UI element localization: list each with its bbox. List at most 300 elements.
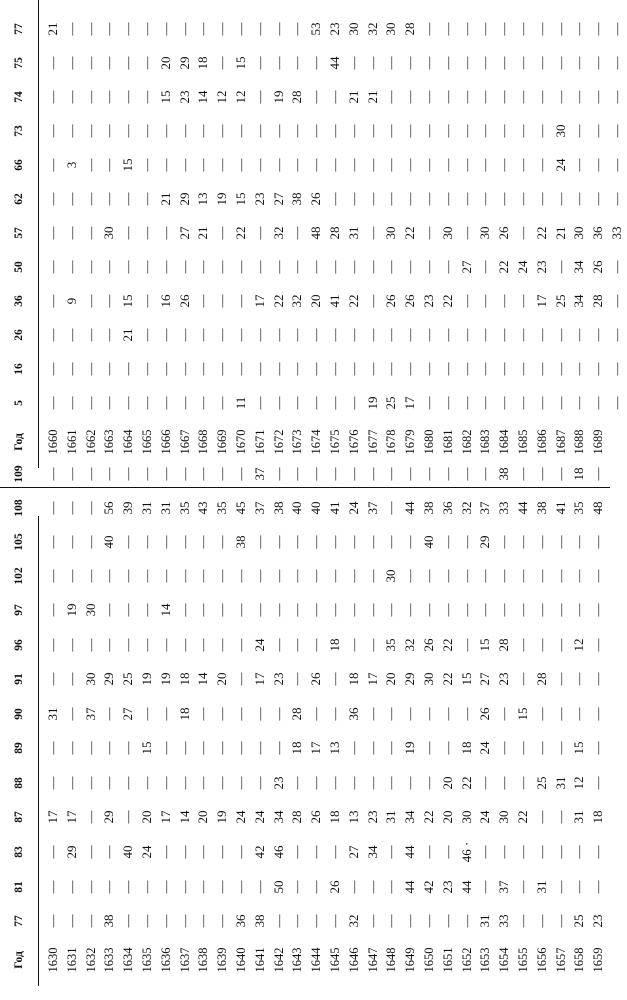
value-cell: 28: [496, 638, 512, 652]
value-cell: —: [515, 467, 530, 481]
value-cell: —: [609, 362, 624, 376]
value-cell: —: [552, 672, 568, 686]
value-cell: 48: [308, 226, 324, 240]
value-cell: —: [327, 776, 342, 790]
value-cell: —: [590, 535, 606, 549]
value-cell: —: [364, 707, 380, 721]
value-cell: —: [439, 914, 455, 928]
value-cell: 14: [176, 810, 192, 824]
value-cell: —: [552, 707, 568, 721]
value-cell: —: [571, 22, 587, 36]
value-cell: —: [63, 56, 79, 70]
value-cell: —: [515, 124, 530, 138]
value-cell: —: [327, 914, 342, 928]
value-cell: 23: [176, 90, 192, 104]
value-cell: —: [515, 603, 530, 617]
value-cell: 9: [63, 297, 79, 305]
value-cell: 15: [571, 741, 587, 755]
value-cell: 27: [176, 226, 192, 240]
value-cell: 39: [120, 501, 136, 515]
value-cell: —: [195, 22, 211, 36]
value-cell: —: [552, 192, 568, 206]
table-row: [364, 467, 383, 986]
value-cell: —: [308, 467, 324, 481]
value-cell: 22: [458, 776, 474, 790]
value-cell: —: [515, 226, 530, 240]
value-cell: —: [327, 569, 342, 583]
value-cell: —: [402, 158, 418, 172]
value-cell: —: [195, 776, 211, 790]
value-cell: —: [101, 638, 117, 652]
value-cell: —: [270, 158, 286, 172]
value-cell: —: [383, 90, 399, 104]
value-cell: —: [421, 90, 436, 104]
value-cell: 17: [157, 810, 173, 824]
value-cell: —: [533, 22, 549, 36]
value-cell: —: [214, 776, 230, 790]
value-cell: —: [120, 638, 136, 652]
value-cell: —: [176, 845, 192, 859]
value-cell: —: [402, 603, 418, 617]
value-cell: —: [45, 569, 60, 583]
value-cell: —: [590, 22, 606, 36]
value-cell: —: [120, 603, 136, 617]
value-cell: —: [214, 535, 230, 549]
value-cell: —: [515, 22, 530, 36]
value-cell: —: [289, 569, 305, 583]
value-cell: —: [82, 260, 98, 274]
value-cell: —: [195, 260, 211, 274]
value-cell: —: [533, 741, 549, 755]
value-cell: —: [477, 328, 493, 342]
value-cell: —: [496, 396, 512, 410]
value-cell: —: [477, 362, 493, 376]
value-cell: —: [270, 741, 286, 755]
value-cell: —: [364, 294, 380, 308]
value-cell: —: [251, 22, 267, 36]
value-cell: —: [139, 362, 154, 376]
value-cell: 18: [195, 56, 211, 70]
value-cell: 27: [477, 672, 493, 686]
value-cell: —: [195, 294, 211, 308]
table-header: [0, 0, 38, 468]
value-cell: —: [533, 467, 549, 481]
value-cell: 18: [289, 741, 305, 755]
value-cell: —: [552, 328, 568, 342]
value-cell: 26: [402, 294, 418, 308]
table-row: [420, 467, 439, 986]
value-cell: —: [176, 396, 192, 410]
value-cell: —: [552, 467, 568, 481]
value-cell: 29: [101, 672, 117, 686]
table-row: [288, 467, 307, 986]
value-cell: 13: [345, 810, 361, 824]
value-cell: —: [120, 124, 136, 138]
value-cell: 19: [214, 810, 230, 824]
value-cell: —: [63, 22, 79, 36]
value-cell: —: [439, 707, 455, 721]
value-cell: —: [515, 776, 530, 790]
value-cell: 31: [45, 707, 60, 721]
value-cell: —: [421, 707, 436, 721]
value-cell: —: [233, 158, 248, 172]
value-cell: —: [421, 226, 436, 240]
value-cell: —: [345, 362, 361, 376]
value-cell: —: [214, 707, 230, 721]
value-cell: —: [421, 741, 436, 755]
value-cell: —: [214, 328, 230, 342]
value-cell: —: [45, 226, 60, 240]
value-cell: 35: [383, 638, 399, 652]
column-header: 57: [13, 227, 25, 239]
year-cell: 1648: [384, 947, 399, 973]
value-cell: 23: [270, 672, 286, 686]
value-cell: —: [609, 56, 624, 70]
value-cell: —: [157, 260, 173, 274]
value-cell: —: [176, 22, 192, 36]
value-cell: —: [552, 22, 568, 36]
value-cell: —: [439, 467, 455, 481]
value-cell: 12: [214, 90, 230, 104]
value-cell: —: [120, 260, 136, 274]
value-cell: —: [120, 90, 136, 104]
value-cell: —: [609, 396, 624, 410]
value-cell: —: [496, 328, 512, 342]
value-cell: —: [214, 260, 230, 274]
value-cell: —: [195, 158, 211, 172]
value-cell: —: [402, 90, 418, 104]
value-cell: —: [590, 396, 606, 410]
value-cell: —: [552, 603, 568, 617]
value-cell: 37: [477, 501, 493, 515]
value-cell: —: [214, 603, 230, 617]
value-cell: —: [458, 90, 474, 104]
value-cell: —: [533, 914, 549, 928]
year-cell: 1633: [102, 947, 117, 973]
table-row: [476, 0, 495, 468]
value-cell: —: [364, 569, 380, 583]
year-cell: 1679: [403, 429, 418, 455]
year-column-header: Год: [13, 951, 25, 969]
value-cell: —: [308, 638, 324, 652]
column-header: 77: [13, 915, 25, 927]
year-cell: 1674: [309, 429, 324, 455]
value-cell: —: [571, 672, 587, 686]
value-cell: 22: [533, 226, 549, 240]
value-cell: —: [120, 362, 136, 376]
value-cell: —: [270, 124, 286, 138]
value-cell: —: [45, 638, 60, 652]
value-cell: —: [515, 638, 530, 652]
value-cell: 35: [571, 501, 587, 515]
column-header: 77: [13, 23, 25, 35]
value-cell: 30: [458, 810, 474, 824]
value-cell: —: [364, 226, 380, 240]
value-cell: —: [289, 56, 305, 70]
value-cell: 31: [157, 501, 173, 515]
value-cell: —: [289, 124, 305, 138]
value-cell: 24: [251, 810, 267, 824]
value-cell: —: [251, 396, 267, 410]
value-cell: —: [364, 260, 380, 274]
value-cell: 33: [496, 501, 512, 515]
value-cell: —: [101, 192, 117, 206]
year-cell: 1661: [64, 429, 79, 455]
value-cell: —: [439, 158, 455, 172]
value-cell: —: [63, 467, 79, 481]
value-cell: —: [101, 124, 117, 138]
value-cell: 27: [120, 707, 136, 721]
year-cell: 1669: [215, 429, 230, 455]
value-cell: 41: [327, 501, 342, 515]
value-cell: —: [195, 880, 211, 894]
value-cell: —: [383, 192, 399, 206]
value-cell: 15: [120, 158, 136, 172]
value-cell: —: [120, 776, 136, 790]
year-cell: 1651: [440, 947, 455, 973]
value-cell: —: [251, 56, 267, 70]
value-cell: —: [214, 396, 230, 410]
data-table-2: [0, 0, 624, 468]
column-header: 16: [13, 363, 25, 375]
value-cell: 32: [345, 914, 361, 928]
value-cell: 40: [421, 535, 436, 549]
value-cell: 12: [571, 776, 587, 790]
value-cell: 21: [45, 22, 60, 36]
value-cell: —: [101, 158, 117, 172]
value-cell: 22: [270, 294, 286, 308]
value-cell: —: [101, 294, 117, 308]
value-cell: —: [195, 914, 211, 928]
value-cell: —: [458, 362, 474, 376]
value-cell: —: [590, 569, 606, 583]
value-cell: 21: [157, 192, 173, 206]
value-cell: 32: [289, 294, 305, 308]
value-cell: —: [251, 776, 267, 790]
value-cell: —: [496, 158, 512, 172]
value-cell: —: [176, 158, 192, 172]
value-cell: —: [251, 124, 267, 138]
value-cell: —: [477, 776, 493, 790]
value-cell: —: [45, 56, 60, 70]
value-cell: 19: [214, 192, 230, 206]
value-cell: —: [345, 776, 361, 790]
value-cell: —: [214, 467, 230, 481]
value-cell: 45: [233, 501, 248, 515]
value-cell: —: [590, 707, 606, 721]
value-cell: 24: [233, 810, 248, 824]
value-cell: —: [82, 192, 98, 206]
value-cell: —: [233, 124, 248, 138]
value-cell: —: [364, 124, 380, 138]
value-cell: —: [477, 396, 493, 410]
value-cell: 19: [402, 741, 418, 755]
value-cell: —: [120, 569, 136, 583]
value-cell: —: [45, 124, 60, 138]
value-cell: —: [176, 328, 192, 342]
value-cell: 28: [327, 226, 342, 240]
value-cell: —: [421, 845, 436, 859]
value-cell: —: [82, 124, 98, 138]
value-cell: —: [120, 396, 136, 410]
value-cell: 30: [383, 226, 399, 240]
value-cell: —: [439, 22, 455, 36]
value-cell: —: [458, 535, 474, 549]
value-cell: 26: [327, 880, 342, 894]
table-row: [552, 467, 571, 986]
table-row: [476, 467, 495, 986]
table-row: [157, 0, 176, 468]
value-cell: 38: [101, 914, 117, 928]
value-cell: —: [63, 226, 79, 240]
value-cell: —: [477, 603, 493, 617]
column-header: 81: [13, 881, 25, 893]
table-row: [420, 0, 439, 468]
value-cell: —: [101, 260, 117, 274]
value-cell: —: [439, 569, 455, 583]
value-cell: —: [139, 396, 154, 410]
table-row: [251, 467, 270, 986]
column-header: 73: [13, 125, 25, 137]
value-cell: —: [345, 192, 361, 206]
value-cell: —: [82, 56, 98, 70]
value-cell: —: [421, 396, 436, 410]
value-cell: 30: [101, 226, 117, 240]
value-cell: 34: [402, 810, 418, 824]
value-cell: —: [45, 158, 60, 172]
value-cell: —: [195, 638, 211, 652]
year-cell: 1683: [478, 429, 493, 455]
value-cell: —: [120, 810, 136, 824]
value-cell: —: [571, 396, 587, 410]
value-cell: 13: [327, 741, 342, 755]
year-cell: 1640: [234, 947, 248, 973]
value-cell: —: [251, 535, 267, 549]
value-cell: —: [515, 192, 530, 206]
value-cell: —: [609, 328, 624, 342]
table-row: [570, 0, 589, 468]
value-cell: —: [139, 56, 154, 70]
value-cell: —: [233, 467, 248, 481]
table-row: [100, 467, 119, 986]
table-row: [288, 0, 307, 468]
value-cell: —: [214, 226, 230, 240]
value-cell: 28: [402, 22, 418, 36]
value-cell: —: [251, 328, 267, 342]
value-cell: —: [609, 124, 624, 138]
value-cell: —: [308, 569, 324, 583]
value-cell: —: [214, 294, 230, 308]
column-header: 83: [13, 846, 25, 858]
value-cell: 30: [496, 810, 512, 824]
value-cell: —: [233, 569, 248, 583]
value-cell: —: [515, 845, 530, 859]
value-cell: —: [63, 260, 79, 274]
value-cell: 23: [533, 260, 549, 274]
year-cell: 1659: [591, 947, 606, 973]
value-cell: —: [571, 362, 587, 376]
value-cell: —: [139, 192, 154, 206]
value-cell: —: [364, 56, 380, 70]
table-row: [439, 467, 458, 986]
value-cell: —: [82, 294, 98, 308]
value-cell: —: [571, 603, 587, 617]
value-cell: —: [139, 707, 154, 721]
value-cell: —: [327, 707, 342, 721]
value-cell: —: [496, 362, 512, 376]
value-cell: —: [590, 192, 606, 206]
value-cell: 26: [308, 810, 324, 824]
value-cell: 30: [571, 226, 587, 240]
year-cell: 1655: [516, 947, 530, 973]
value-cell: —: [327, 192, 342, 206]
value-cell: —: [139, 328, 154, 342]
value-cell: 20: [383, 672, 399, 686]
value-cell: —: [289, 603, 305, 617]
value-cell: 29: [63, 845, 79, 859]
value-cell: 21: [364, 90, 380, 104]
value-cell: —: [214, 362, 230, 376]
value-cell: —: [458, 192, 474, 206]
value-cell: 25: [120, 672, 136, 686]
column-header: 36: [13, 295, 25, 307]
value-cell: —: [214, 158, 230, 172]
value-cell: 37: [364, 501, 380, 515]
value-cell: —: [383, 603, 399, 617]
column-header: 87: [13, 811, 25, 823]
value-cell: 30: [439, 226, 455, 240]
value-cell: —: [101, 603, 117, 617]
value-cell: —: [45, 328, 60, 342]
value-cell: —: [308, 535, 324, 549]
value-cell: 26: [496, 226, 512, 240]
value-cell: —: [101, 467, 117, 481]
year-cell: 1666: [158, 429, 173, 455]
value-cell: —: [82, 914, 98, 928]
year-cell: 1646: [346, 947, 361, 973]
value-cell: 22: [345, 294, 361, 308]
value-cell: —: [533, 707, 549, 721]
value-cell: —: [515, 56, 530, 70]
table-row: [44, 467, 63, 986]
column-header: 105: [13, 533, 25, 551]
value-cell: —: [251, 880, 267, 894]
column-header: 102: [13, 567, 25, 585]
value-cell: —: [233, 294, 248, 308]
value-cell: —: [289, 158, 305, 172]
table-row: [458, 0, 477, 468]
value-cell: 42: [421, 880, 436, 894]
value-cell: —: [458, 124, 474, 138]
table-row: [589, 467, 608, 986]
table-row: [194, 467, 213, 986]
year-cell: 1662: [83, 429, 98, 455]
table-separator: [0, 487, 610, 488]
value-cell: 18: [176, 672, 192, 686]
value-cell: —: [327, 124, 342, 138]
value-cell: —: [439, 535, 455, 549]
value-cell: 15: [458, 672, 474, 686]
year-column-header: Год: [13, 433, 25, 451]
value-cell: —: [308, 328, 324, 342]
table-row: [495, 0, 514, 468]
table-row: [270, 0, 289, 468]
value-cell: —: [176, 362, 192, 376]
value-cell: —: [571, 90, 587, 104]
value-cell: —: [251, 569, 267, 583]
value-cell: —: [233, 845, 248, 859]
value-cell: —: [63, 914, 79, 928]
